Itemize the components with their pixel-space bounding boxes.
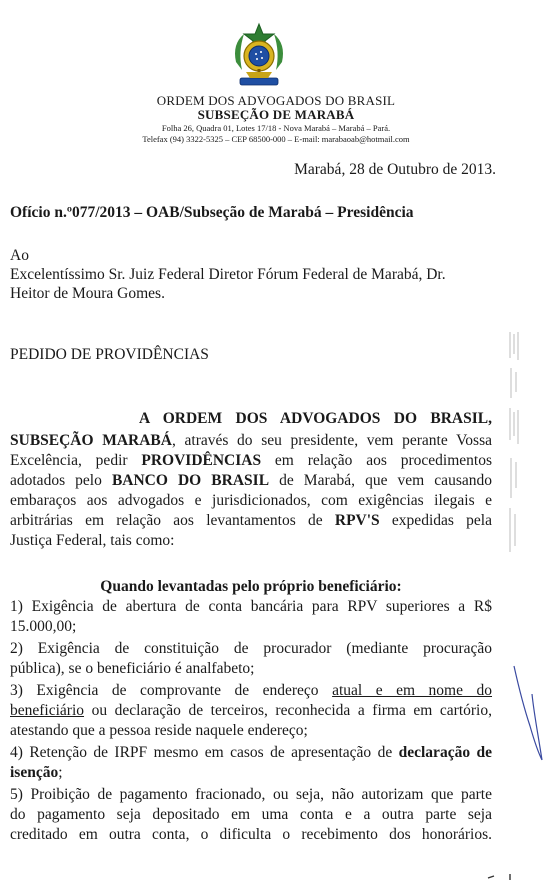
body-line-6: [10, 512, 492, 530]
body-text-bold: PROVIDÊNCIAS: [141, 452, 262, 469]
item-text-bold: isenção: [10, 764, 59, 781]
bottom-mark-icon: [486, 872, 516, 882]
item-4-line-2: [10, 764, 492, 782]
item-3-line-1: [10, 682, 492, 700]
addressee-line-2: Excelentíssimo Sr. Juiz Federal Diretor Fórum Federal de Marabá, Dr.: [10, 266, 446, 283]
body-text: expedidas pela: [379, 512, 492, 529]
item-5-line-3: creditado em outra conta, o dificulta o recebimento dos honorários.: [10, 826, 492, 843]
body-text-bold: SUBSEÇÃO MARABÁ: [10, 432, 172, 449]
list-title: Quando levantadas pelo próprio beneficiário:: [100, 578, 402, 595]
body-line-5: embaraços aos advogados e jurisdicionados, com exigências ilegais e: [10, 492, 492, 509]
item-3-line-3: atestando que a pessoa reside naquele endereço;: [10, 722, 308, 739]
item-text: ;: [58, 764, 63, 781]
body-text: adotados pelo: [10, 472, 112, 489]
body-line-4: [10, 472, 492, 490]
body-text: arbitrárias em relação aos levantamentos de: [10, 512, 335, 529]
body-text-bold: RPV'S: [334, 512, 380, 529]
oficio-number: Ofício n.º077/2013 – OAB/Subseção de Marabá – Presidência: [10, 204, 414, 221]
letter-date: Marabá, 28 de Outubro de 2013.: [294, 161, 496, 178]
item-text-underlined: atual e em nome do: [332, 682, 493, 699]
header-address: Folha 26, Quadra 01, Lotes 17/18 - Nova Marabá – Marabá – Pará.: [161, 123, 391, 133]
body-text: Excelência, pedir: [10, 452, 142, 469]
item-1-line-2: 15.000,00;: [10, 618, 77, 635]
subject-heading: PEDIDO DE PROVIDÊNCIAS: [10, 346, 209, 363]
header-subsection: SUBSEÇÃO DE MARABÁ: [197, 107, 355, 122]
body-text: , através do seu presidente, vem perante Vossa: [171, 432, 492, 449]
body-text-bold: BANCO DO BRASIL: [111, 472, 270, 489]
item-5-line-2: do pagamento seja depositado em uma conta e a outra parte seja: [10, 806, 492, 823]
handwritten-mark-icon: [508, 664, 548, 764]
addressee-line-3: Heitor de Moura Gomes.: [10, 285, 165, 302]
item-2-line-1: 2) Exigência de constituição de procurador (mediante procuração: [10, 640, 492, 657]
item-text: 3) Exigência de comprovante de endereço: [10, 682, 333, 699]
body-line-2: [10, 432, 492, 450]
item-5-line-1: 5) Proibição de pagamento fracionado, ou seja, não autorizam que parte: [10, 786, 492, 803]
item-text: 4) Retenção de IRPF mesmo em casos de apresentação de: [10, 744, 399, 761]
brasil-coat-of-arms-icon: [228, 22, 290, 92]
body-line-3: [10, 452, 492, 470]
addressee-line-1: Ao: [10, 247, 29, 264]
header-contact: Telefax (94) 3322-5325 – CEP 68500-000 – E-mail: marabaoab@hotmail.com: [142, 134, 410, 144]
header-organization: ORDEM DOS ADVOGADOS DO BRASIL: [156, 93, 396, 108]
item-text: ou declaração de terceiros, reconhecida a firma em cartório,: [84, 702, 492, 719]
item-text-bold: declaração de: [398, 744, 492, 761]
item-2-line-2: pública), se o beneficiário é analfabeto;: [10, 660, 255, 677]
item-4-line-1: [10, 744, 492, 762]
item-1-line-1: 1) Exigência de abertura de conta bancária para RPV superiores a R$: [10, 598, 492, 615]
body-text: em relação aos procedimentos: [261, 452, 493, 469]
receipt-stamp-icon: [504, 328, 524, 558]
body-line-7: Justiça Federal, tais como:: [10, 532, 175, 549]
item-3-line-2: [10, 702, 492, 720]
item-text-underlined: beneficiário: [10, 702, 85, 719]
body-text: de Marabá, que vem causando: [269, 472, 492, 489]
body-line-1: A ORDEM DOS ADVOGADOS DO BRASIL,: [139, 410, 492, 427]
